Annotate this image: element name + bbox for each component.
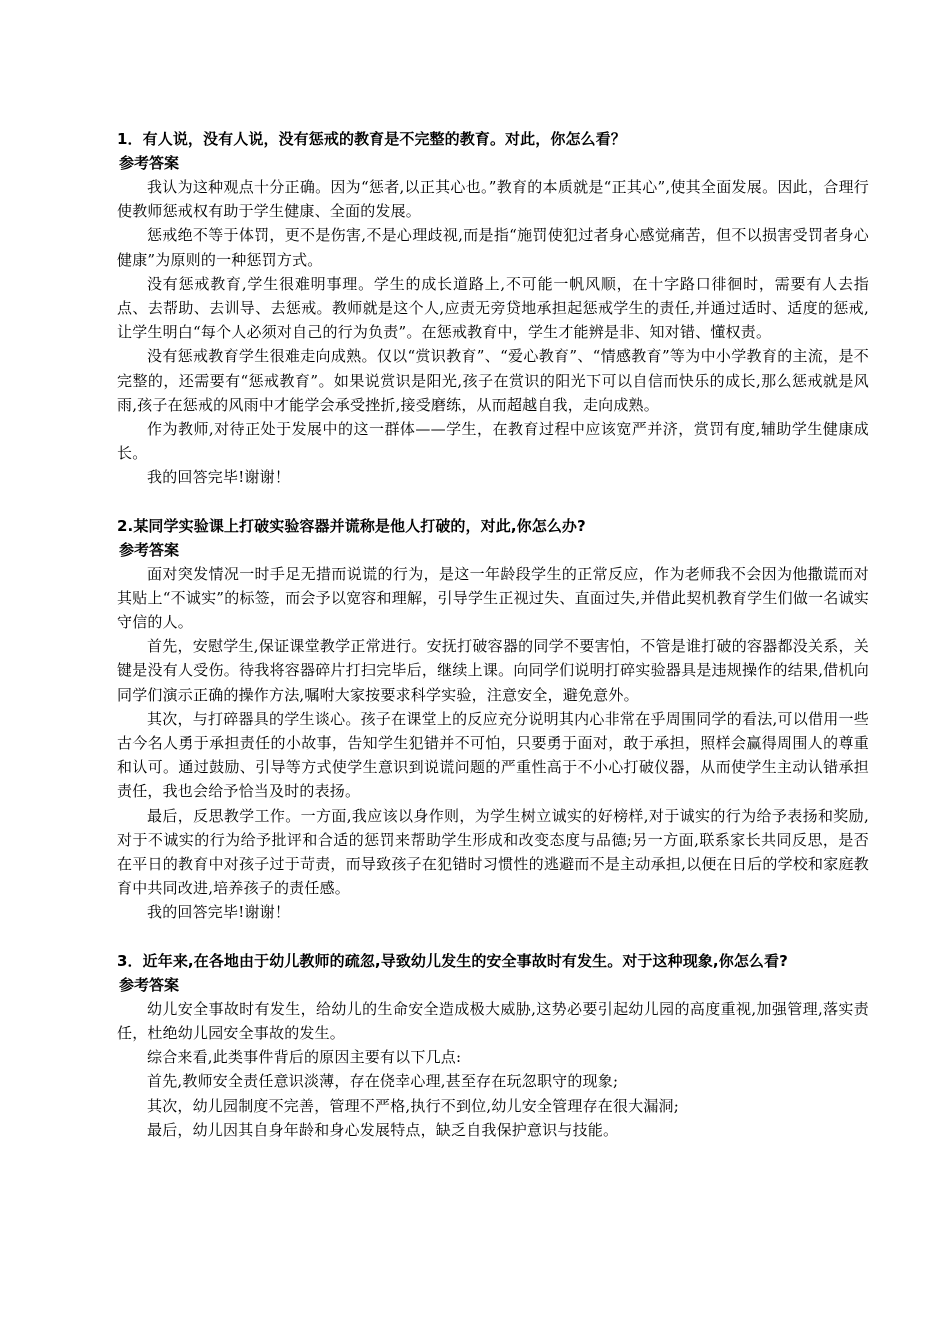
document-page (117, 127, 869, 1142)
answer-paragraph: 我认为这种观点十分正确。因为“惩者,以正其心也。”教育的本质就是“正其心”,使其全面发展。因此，合理行使教师惩戒权有助于学生健康、全面的发展。 (117, 178, 869, 221)
answer-label: 参考答案 (119, 975, 180, 994)
answer-paragraph: 没有惩戒教育学生很难走向成熟。仅以“赏识教育”、“爱心教育”、“情感教育”等为中小学教育的主流，是不完整的，还需要有“惩戒教育”。如果说赏识是阳光,孩子在赏识的阳光下可以自信而快乐的成长,那么惩戒就是风雨,孩子在惩戒的风雨中才能学会承受挫折,接受磨练，从而超越自我，走向成熟。 (117, 347, 869, 414)
question-section-1 (117, 127, 869, 490)
answer-paragraph: 首先，安慰学生,保证课堂教学正常进行。安抚打破容器的同学不要害怕，不管是谁打破的容器都没关系，关键是没有人受伤。待我将容器碎片打扫完毕后，继续上课。向同学们说明打碎实验器具是违规操作的结果,借机向同学们演示正确的操作方法,嘱咐大家按要求科学实验，注意安全，避免意外。 (117, 637, 869, 704)
answer-label: 参考答案 (119, 540, 180, 559)
answer-paragraph: 综合来看,此类事件背后的原因主要有以下几点: (147, 1048, 462, 1067)
answer-paragraph: 作为教师,对待正处于发展中的这一群体——学生，在教育过程中应该宽严并济，赏罚有度,辅助学生健康成长。 (117, 420, 869, 463)
question-title: 1．有人说，没有人说，没有惩戒的教育是不完整的教育。对此，你怎么看？ (117, 130, 626, 148)
question-title: 3．近年来,在各地由于幼儿教师的疏忽,导致幼儿发生的安全事故时有发生。对于这种现象,你怎么看? (117, 951, 788, 970)
answer-paragraph: 惩戒绝不等于体罚，更不是伤害,不是心理歧视,而是指“施罚使犯过者身心感觉痛苦，但不以损害受罚者身心健康”为原则的一种惩罚方式。 (117, 226, 869, 269)
answer-paragraph: 最后，幼儿因其自身年龄和身心发展特点，缺乏自我保护意识与技能。 (147, 1120, 619, 1139)
answer-paragraph: 其次，与打碎器具的学生谈心。孩子在课堂上的反应充分说明其内心非常在乎周围同学的看法,可以借用一些古今名人勇于承担责任的小故事，告知学生犯错并不可怕，只要勇于面对，敢于承担，照样会赢得周围人的尊重和认可。通过鼓励、引导等方式使学生意识到说谎问题的严重性高于不小心打破仪器，从而使学生主动认错承担责任，我也会给予恰当及时的表扬。 (117, 709, 869, 801)
answer-paragraph: 最后，反思教学工作。一方面,我应该以身作则，为学生树立诚实的好榜样,对于诚实的行为给予表扬和奖励,对于不诚实的行为给予批评和合适的惩罚来帮助学生形成和改变态度与品德;另一方面,联系家长共同反思，是否在平日的教育中对孩子过于苛责，而导致孩子在犯错时习惯性的逃避而不是主动承担,以便在日后的学校和家庭教育中共同改进,培养孩子的责任感。 (117, 806, 869, 898)
question-title: 2.某同学实验课上打破实验容器并谎称是他人打破的，对此,你怎么办? (117, 516, 586, 535)
answer-paragraph: 其次，幼儿园制度不完善，管理不严格,执行不到位,幼儿安全管理存在很大漏洞; (147, 1096, 679, 1115)
answer-paragraph: 幼儿安全事故时有发生，给幼儿的生命安全造成极大威胁,这势必要引起幼儿园的高度重视,加强管理,落实责任，杜绝幼儿园安全事故的发生。 (117, 999, 869, 1042)
question-section-3 (117, 949, 869, 1142)
answer-closing: 我的回答完毕!谢谢！ (147, 903, 291, 922)
answer-paragraph: 面对突发情况一时手足无措而说谎的行为，是这一年龄段学生的正常反应，作为老师我不会因为他撒谎而对其贴上“不诚实”的标签，而会予以宽容和理解，引导学生正视过失、直面过失,并借此契机教育学生们做一名诚实守信的人。 (117, 564, 869, 632)
answer-paragraph: 首先,教师安全责任意识淡薄，存在侥幸心理,甚至存在玩忽职守的现象; (147, 1072, 619, 1091)
answer-paragraph: 没有惩戒教育,学生很难明事理。学生的成长道路上,不可能一帆风顺，在十字路口徘徊时，需要有人去指点、去帮助、去训导、去惩戒。教师就是这个人,应责无旁贷地承担起惩戒学生的责任,并通过适时、适度的惩戒,让学生明白“每个人必须对自己的行为负责”。在惩戒教育中，学生才能辨是非、知对错、懂权责。 (117, 274, 869, 342)
question-section-2 (117, 514, 869, 925)
answer-label: 参考答案 (119, 154, 180, 172)
answer-closing: 我的回答完毕!谢谢！ (147, 468, 291, 487)
